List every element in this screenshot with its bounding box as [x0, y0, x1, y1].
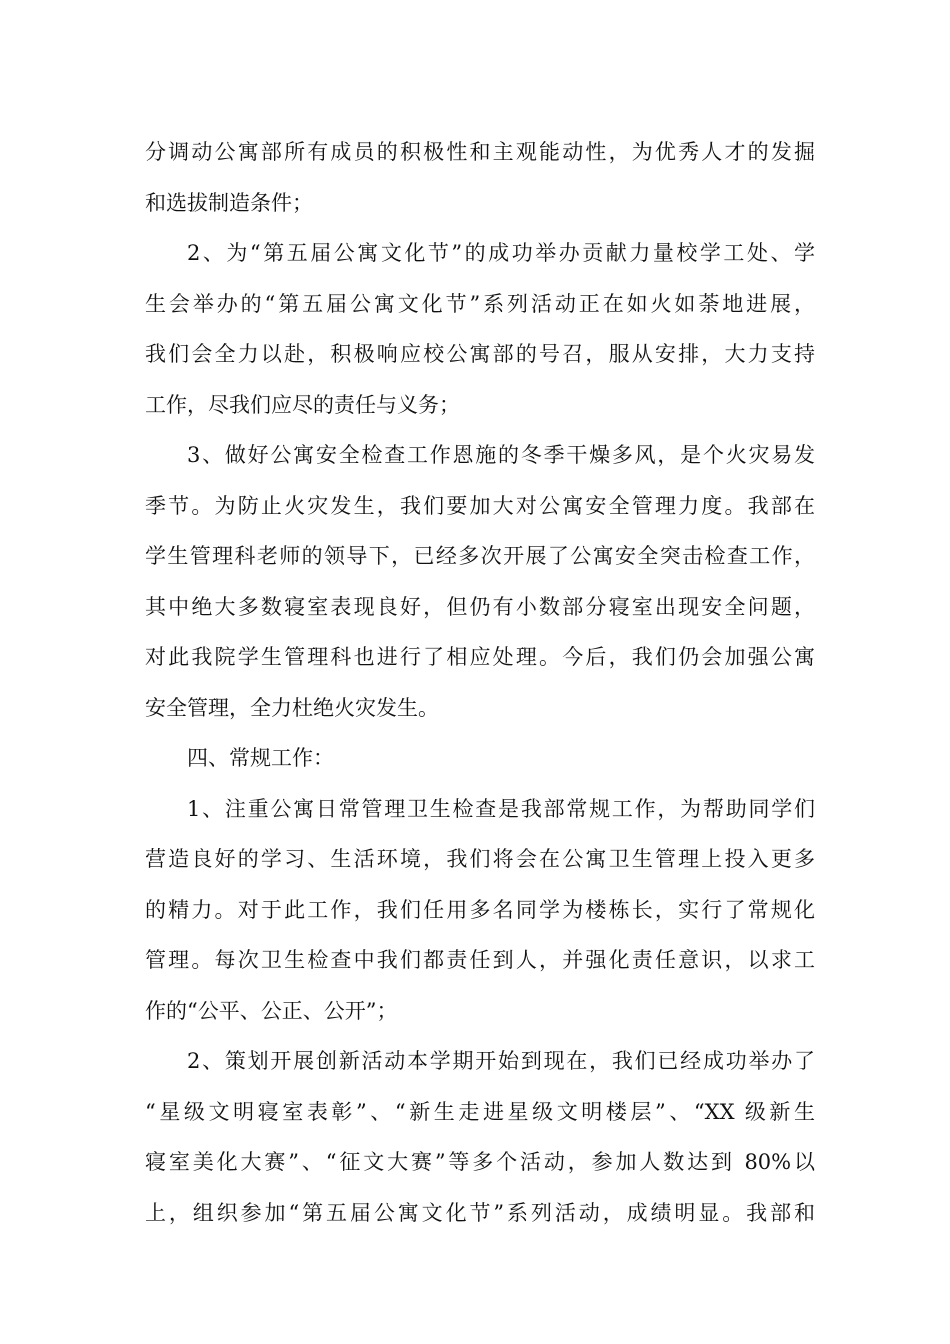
text-line: 其中绝大多数寝室表现良好，但仍有小数部分寝室出现安全问题， — [145, 594, 815, 619]
text-line: 作的“公平、公正、公开”； — [145, 998, 398, 1023]
text-line: 我们会全力以赴，积极响应校公寓部的号召，服从安排，大力支持 — [145, 342, 815, 366]
text-line: 营造良好的学习、生活环境，我们将会在公寓卫生管理上投入更多 — [145, 847, 815, 871]
text-line: 四、常规工作： — [187, 746, 334, 770]
text-line: 2、策划开展创新活动本学期开始到现在，我们已经成功举办了 — [187, 1049, 815, 1073]
text-line: 的精力。对于此工作，我们任用多名同学为楼栋长，实行了常规化 — [145, 897, 815, 922]
text-line: 安全管理，全力杜绝火灾发生。 — [145, 695, 439, 720]
text-line: 和选拔制造条件； — [145, 190, 313, 215]
document-body — [145, 127, 815, 1238]
text-line: 工作，尽我们应尽的责任与义务； — [145, 392, 460, 417]
text-line: “星级文明寝室表彰”、“新生走进星级文明楼层”、“XX 级新生 — [145, 1099, 815, 1124]
text-line: 上，组织参加“第五届公寓文化节”系列活动，成绩明显。我部和 — [145, 1200, 815, 1225]
paragraph — [145, 784, 815, 1037]
text-line: 管理。每次卫生检查中我们都责任到人，并强化责任意识，以求工 — [145, 948, 815, 972]
text-line: 2、为“第五届公寓文化节”的成功举办贡献力量校学工处、学 — [187, 241, 815, 265]
text-line: 季节。为防止火灾发生，我们要加大对公寓安全管理力度。我部在 — [145, 493, 815, 518]
text-line: 对此我院学生管理科也进行了相应处理。今后，我们仍会加强公寓 — [145, 645, 815, 669]
text-line: 生会举办的“第五届公寓文化节”系列活动正在如火如荼地进展， — [145, 291, 815, 316]
paragraph — [145, 733, 815, 784]
text-line: 寝室美化大赛”、“征文大赛”等多个活动，参加人数达到 80%以 — [145, 1150, 815, 1174]
paragraph — [145, 127, 815, 228]
text-line: 3、做好公寓安全检查工作恩施的冬季干燥多风，是个火灾易发 — [187, 443, 815, 467]
text-line: 分调动公寓部所有成员的积极性和主观能动性，为优秀人才的发掘 — [145, 140, 815, 164]
paragraph — [145, 228, 815, 430]
text-line: 学生管理科老师的领导下，已经多次开展了公寓安全突击检查工作， — [145, 544, 815, 568]
text-line: 1、注重公寓日常管理卫生检查是我部常规工作，为帮助同学们 — [187, 796, 815, 821]
paragraph — [145, 430, 815, 733]
paragraph — [145, 1036, 815, 1238]
